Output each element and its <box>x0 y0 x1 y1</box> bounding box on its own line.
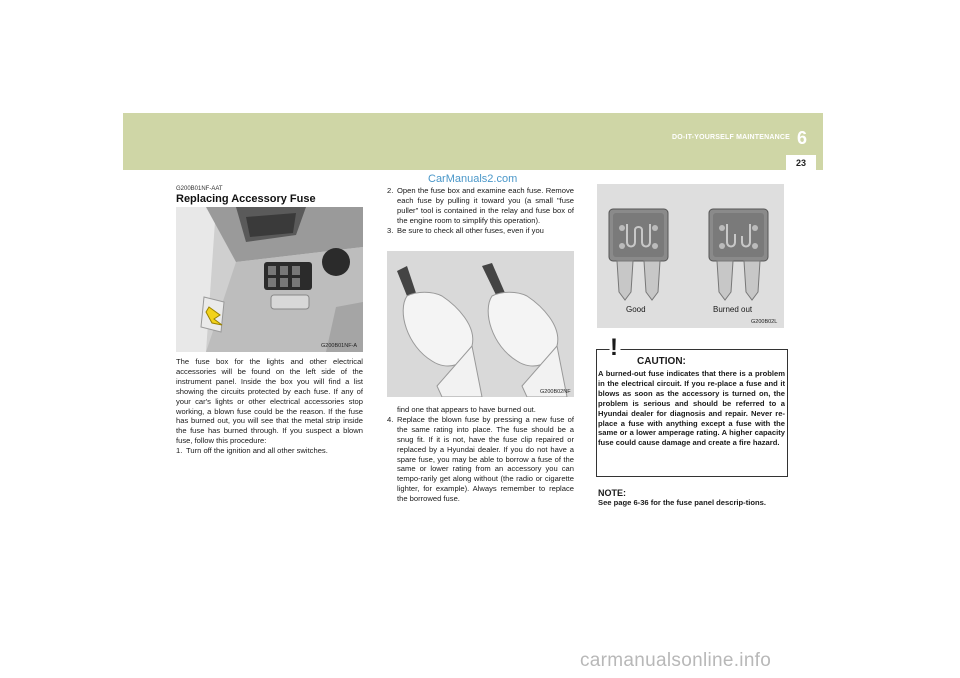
step-text: find one that appears to have burned out. <box>397 405 536 414</box>
step-text: Replace the blown fuse by pressing a new fuse of the same rating into place. The fuse should be a snug fit. If it is not, have the fuse clip repaired or replaced by a Hyundai dealer. If you do not have a spare fuse, you may be able to borrow a fuse of the same or lower rating from an accessory you can tempo-rarily get along without (the radio or cigarette lighter, for example). Always remember to replace the borrowed fuse. <box>397 414 574 504</box>
list-item <box>176 446 363 456</box>
step-number: 4. <box>387 414 394 424</box>
caution-title: CAUTION: <box>637 356 686 367</box>
step-number: 2. <box>387 186 394 195</box>
step-text: Open the fuse box and examine each fuse. Remove each fuse by pulling it toward you (a small "fuse puller" tool is contained in the relay and fuse box of the engine room to simplify this operation). <box>397 186 574 225</box>
col1-body <box>176 357 363 456</box>
dashboard-photo <box>176 207 363 352</box>
dashboard-illustration <box>176 207 363 352</box>
step-number: 1. <box>176 446 183 456</box>
section-code: G200B01NF-AAT <box>176 186 223 192</box>
burned-out-fuse-icon <box>709 209 768 300</box>
section-title: DO-IT-YOURSELF MAINTENANCE <box>672 134 790 141</box>
watermark-top[interactable]: CarManuals2.com <box>428 173 518 185</box>
col2-bottom-body <box>387 405 574 504</box>
section-heading: Replacing Accessory Fuse <box>176 193 316 205</box>
good-fuse-icon <box>609 209 668 300</box>
list-item <box>387 415 574 504</box>
fuse-puller-photo <box>387 251 574 397</box>
col2-top-body <box>387 186 574 236</box>
fuse-puller-illustration <box>387 251 574 397</box>
photo-code: G200B01NF-A <box>321 343 358 349</box>
header-band <box>123 113 823 170</box>
chapter-number: 6 <box>797 128 808 148</box>
list-item <box>387 186 574 226</box>
fuse-illustration-panel <box>597 184 784 328</box>
step-text: Turn off the ignition and all other switches. <box>186 446 328 456</box>
photo-code: G200B02NF <box>540 389 571 395</box>
page-number: 23 <box>795 158 806 168</box>
caution-text: A burned-out fuse indicates that there is a problem in the electrical circuit. If you re-place a fuse and it blows as soon as the accessory is turned on, the problem is serious and should be referred to a Hyundai dealer for diagnosis and repair. Never re-place a fuse with anything except a fuse with the same or a lower amperage rating. A higher capacity fuse could cause damage and create a fire hazard. <box>598 369 785 448</box>
intro-paragraph: The fuse box for the lights and other electrical accessories will be found on the left side of the instrument panel. Inside the box you will find a list showing the circuits protected by each fuse. If any of your car's lights or other electrical accessories stop working, a blown fuse could be the reason. If the fuse has burned out, you will see that the metal strip inside the fuse has burned through. If you suspect a blown fuse, follow this procedure: <box>176 357 363 446</box>
note-title: NOTE: <box>598 488 626 498</box>
caution-symbol: ! <box>610 334 618 361</box>
burned-fuse-label: Burned out <box>713 305 753 314</box>
photo-code: G200B02L <box>751 319 778 325</box>
watermark-bottom[interactable]: carmanualsonline.info <box>580 650 772 671</box>
good-fuse-label: Good <box>626 305 646 314</box>
list-item <box>387 405 574 415</box>
step-number: 3. <box>387 225 394 235</box>
step-text: Be sure to check all other fuses, even if you <box>397 225 544 235</box>
note-text: See page 6-36 for the fuse panel descrip-tions. <box>598 498 766 507</box>
list-item <box>387 226 574 236</box>
